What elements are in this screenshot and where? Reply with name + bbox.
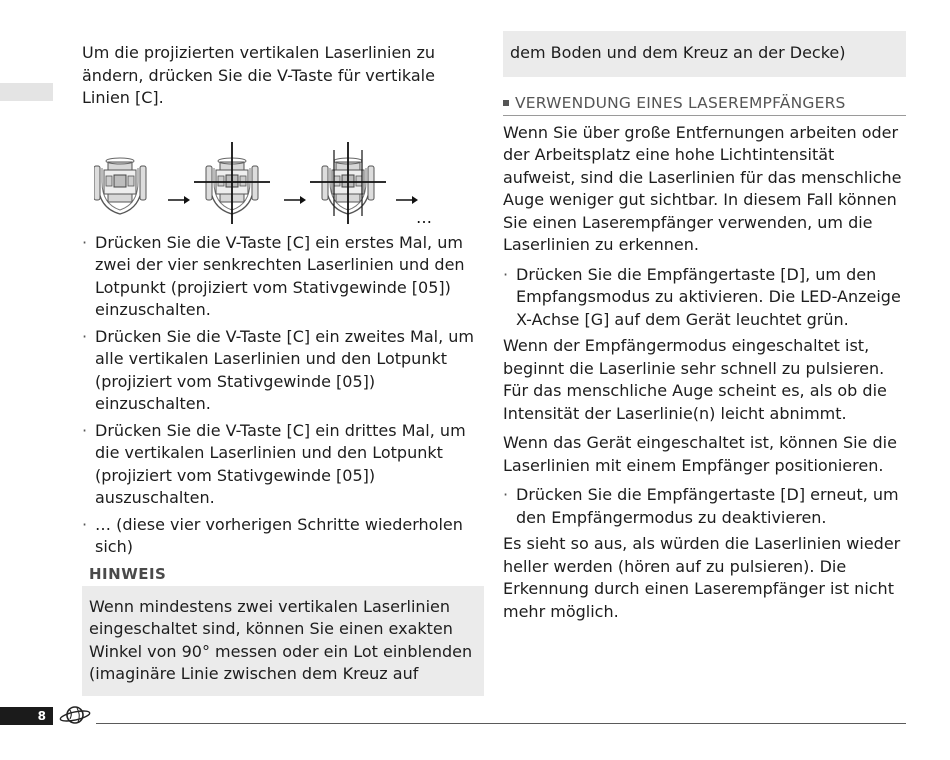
- footer-divider: [96, 723, 906, 724]
- paragraph: Wenn der Empfängermodus eingeschaltet ist, beginnt die Laserlinie sehr schnell zu pulsieren. Für das menschliche Auge scheint es, als ob die Intensität der Laserlinie(n) leicht abnimmt.: [503, 336, 887, 423]
- arrow-right-icon: [168, 196, 190, 204]
- list-item: [503, 484, 906, 529]
- list-item: [82, 232, 484, 322]
- bullet-marker: ·: [503, 264, 509, 284]
- device-state-all-lines: [310, 142, 386, 224]
- list-item-text: Drücken Sie die V-Taste [C] ein erstes Mal, um zwei der vier senkrechten Laserlinien und den Lotpunkt (projiziert vom Stativgewinde [05]) einzuschalten.: [95, 232, 465, 319]
- paragraph: Wenn Sie über große Entfernungen arbeiten oder der Arbeitsplatz eine hohe Lichtintensität aufweist, sind die Laserlinien für das menschliche Auge weniger gut sichtbar. In diesem Fall können Sie einen Laserempfänger verwenden, um die Laserlinien zu erkennen.: [503, 122, 902, 254]
- list-item-text: Drücken Sie die V-Taste [C] ein drittes Mal, um die vertikalen Laserlinien und den Lotpunkt (projiziert vom Stativgewinde [05]) auszuschalten.: [95, 420, 466, 507]
- note-continued-text: dem Boden und dem Kreuz an der Decke): [510, 43, 846, 62]
- arrow-right-icon: [396, 196, 418, 204]
- list-item-text: Drücken Sie die Empfängertaste [D] erneut, um den Empfängermodus zu deaktivieren.: [516, 485, 899, 527]
- device-state-off: [94, 158, 146, 214]
- right-column: [503, 31, 906, 630]
- section-heading-text: VERWENDUNG EINES LASEREMPFÄNGERS: [515, 93, 846, 112]
- arrow-right-icon: [284, 196, 306, 204]
- list-item-text: Drücken Sie die V-Taste [C] ein zweites Mal, um alle vertikalen Laserlinien und den Lotpunkt (projiziert vom Stativgewinde [05]) einzuschalten.: [95, 326, 474, 413]
- note-box-continued: [503, 31, 906, 77]
- note-text: Wenn mindestens zwei vertikalen Laserlinien eingeschaltet sind, können Sie einen exakten Winkel von 90° messen oder ein Lot einblenden (imaginäre Linie zwischen dem Kreuz auf: [89, 596, 473, 683]
- v-key-steps-list: [82, 232, 484, 559]
- bullet-marker: ·: [82, 326, 88, 346]
- list-item: [82, 420, 484, 510]
- paragraph: Wenn das Gerät eingeschaltet ist, können Sie die Laserlinien mit einem Empfänger positionieren.: [503, 433, 897, 475]
- planet-logo-icon: [59, 703, 91, 731]
- diagram-ellipsis: …: [416, 207, 432, 224]
- page-number: 8: [0, 707, 53, 725]
- list-item-text: Drücken Sie die Empfängertaste [D], um den Empfangsmodus zu aktivieren. Die LED-Anzeige X-Achse [G] auf dem Gerät leuchtet grün.: [516, 264, 901, 329]
- list-item-text: … (diese vier vorherigen Schritte wiederholen sich): [95, 514, 463, 556]
- laser-mode-diagram: [82, 140, 484, 224]
- section-heading: [503, 91, 906, 116]
- list-item: [82, 514, 484, 559]
- list-item: [82, 326, 484, 416]
- bullet-marker: ·: [82, 232, 88, 252]
- bullet-marker: ·: [503, 485, 509, 504]
- list-item: [503, 264, 906, 332]
- device-state-two-lines: [194, 142, 270, 224]
- paragraph: Es sieht so aus, als würden die Laserlinien wieder heller werden (hören auf zu pulsieren). Die Erkennung durch einen Laserempfänger ist nicht mehr möglich.: [503, 534, 901, 621]
- square-bullet-icon: [503, 100, 509, 106]
- laser-mode-diagram-svg: [94, 140, 444, 224]
- side-tab-marker: [0, 83, 53, 101]
- left-column: [82, 42, 484, 696]
- bullet-marker: ·: [82, 514, 88, 534]
- intro-paragraph: Um die projizierten vertikalen Laserlinien zu ändern, drücken Sie die V-Taste für vertikale Linien [C].: [82, 43, 436, 107]
- note-box: [82, 586, 484, 696]
- bullet-marker: ·: [82, 420, 88, 440]
- receiver-steps-list: [503, 264, 906, 332]
- note-title: HINWEIS: [89, 564, 167, 583]
- receiver-steps-list: [503, 484, 906, 529]
